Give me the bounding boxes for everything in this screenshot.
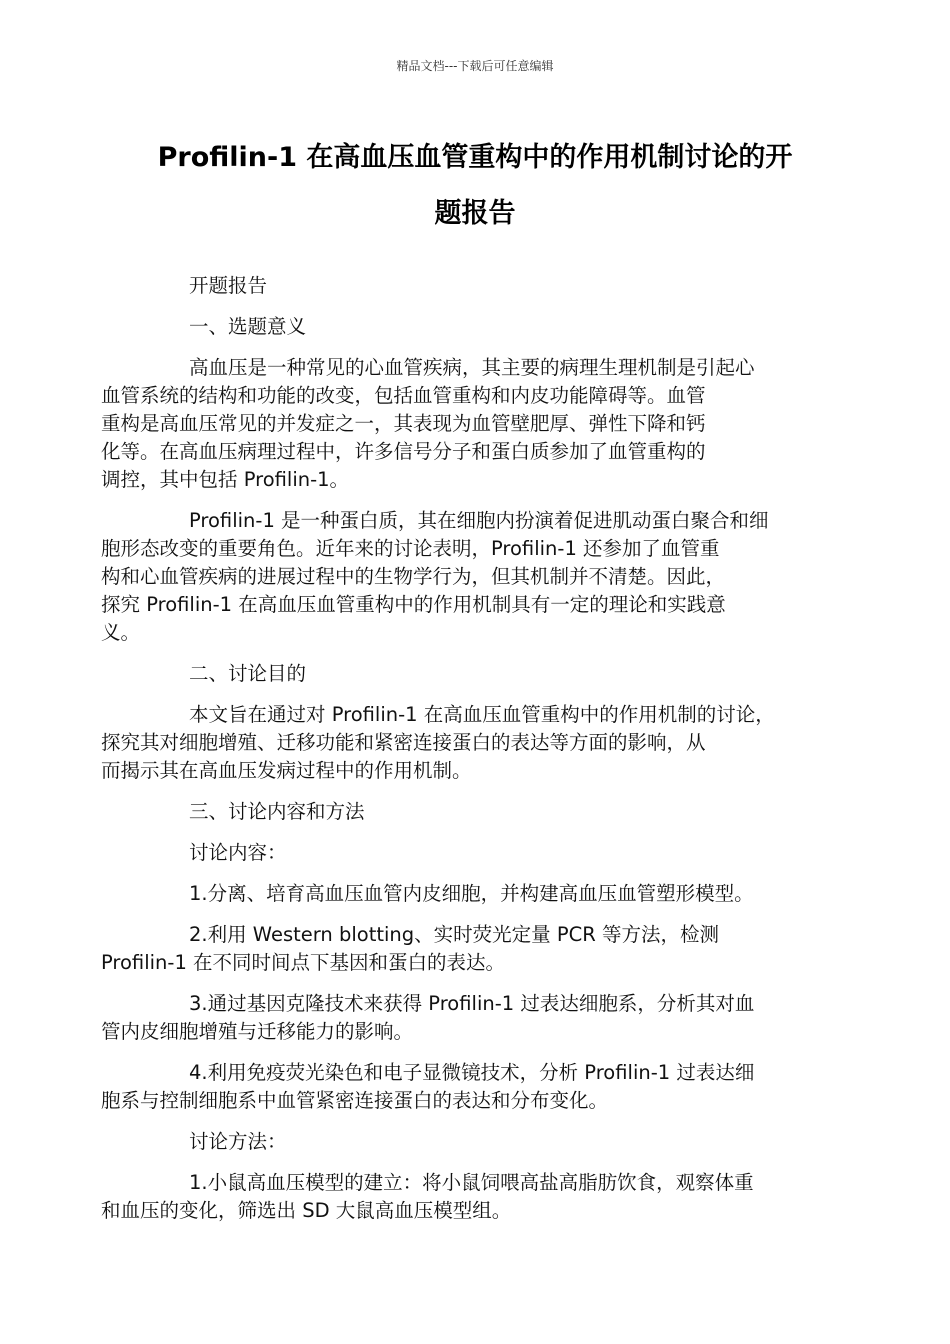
paragraph-line: 三、讨论内容和方法 [189, 800, 365, 823]
paragraph [145, 272, 805, 300]
title-line-2: 题报告 [434, 198, 516, 229]
paragraph [145, 880, 805, 908]
paragraph [145, 1128, 805, 1156]
paragraph [145, 798, 805, 826]
paragraph-line: 构和心血管疾病的进展过程中的生物学行为，但其机制并不清楚。因此， [101, 565, 726, 588]
paragraph-line: 讨论方法： [189, 1130, 287, 1153]
document-body [101, 272, 805, 1238]
paragraph-line: 胞形态改变的重要角色。近年来的讨论表明，Profilin-1 还参加了血管重 [101, 537, 720, 560]
paragraph [101, 507, 805, 647]
paragraph-line: 讨论内容： [189, 841, 287, 864]
paragraph [101, 990, 805, 1046]
paragraph [145, 313, 805, 341]
title-line-1: Profilin-1 在高血压血管重构中的作用机制讨论的开 [157, 142, 793, 173]
paragraph-line: 高血压是一种常见的心血管疾病，其主要的病理生理机制是引起心 [189, 356, 755, 379]
paragraph [145, 839, 805, 867]
paragraph-line: 和血压的变化，筛选出 SD 大鼠高血压模型组。 [101, 1199, 512, 1222]
document-title [145, 130, 805, 242]
paragraph [101, 921, 805, 977]
paragraph-line: 开题报告 [189, 274, 268, 297]
paragraph [101, 354, 805, 494]
paragraph [101, 1169, 805, 1225]
paragraph-line: 探究 Profilin-1 在高血压血管重构中的作用机制具有一定的理论和实践意 [101, 593, 726, 616]
paragraph-line: 1.小鼠高血压模型的建立：将小鼠饲喂高盐高脂肪饮食，观察体重 [189, 1171, 754, 1194]
paragraph [145, 660, 805, 688]
paragraph-line: 血管系统的结构和功能的改变，包括血管重构和内皮功能障碍等。血管 [101, 384, 706, 407]
paragraph-line: 义。 [101, 621, 141, 644]
paragraph-line: 4.利用免疫荧光染色和电子显微镜技术，分析 Profilin-1 过表达细 [189, 1061, 755, 1084]
paragraph-line: 2.利用 Western blotting、实时荧光定量 PCR 等方法，检测 [189, 923, 719, 946]
paragraph-line: 重构是高血压常见的并发症之一，其表现为血管壁肥厚、弹性下降和钙 [101, 412, 706, 435]
paragraph [101, 1059, 805, 1115]
paragraph-line: 胞系与控制细胞系中血管紧密连接蛋白的表达和分布变化。 [101, 1089, 609, 1112]
header-note: 精品文档---下载后可任意编辑 [396, 59, 554, 73]
paragraph-line: 而揭示其在高血压发病过程中的作用机制。 [101, 759, 472, 782]
paragraph-line: 1.分离、培育高血压血管内皮细胞，并构建高血压血管塑形模型。 [189, 882, 754, 905]
paragraph-line: Profilin-1 在不同时间点下基因和蛋白的表达。 [101, 951, 506, 974]
paragraph-line: 探究其对细胞增殖、迁移功能和紧密连接蛋白的表达等方面的影响，从 [101, 731, 706, 754]
paragraph [101, 701, 805, 785]
paragraph-line: 二、讨论目的 [189, 662, 307, 685]
paragraph-line: 本文旨在通过对 Profilin-1 在高血压血管重构中的作用机制的讨论， [189, 703, 775, 726]
paragraph-line: Profilin-1 是一种蛋白质，其在细胞内扮演着促进肌动蛋白聚合和细 [189, 509, 769, 532]
paragraph-line: 一、选题意义 [189, 315, 307, 338]
paragraph-line: 管内皮细胞增殖与迁移能力的影响。 [101, 1020, 414, 1043]
paragraph-line: 化等。在高血压病理过程中，许多信号分子和蛋白质参加了血管重构的 [101, 440, 706, 463]
paragraph-line: 3.通过基因克隆技术来获得 Profilin-1 过表达细胞系，分析其对血 [189, 992, 755, 1015]
paragraph-line: 调控，其中包括 Profilin-1。 [101, 468, 350, 491]
